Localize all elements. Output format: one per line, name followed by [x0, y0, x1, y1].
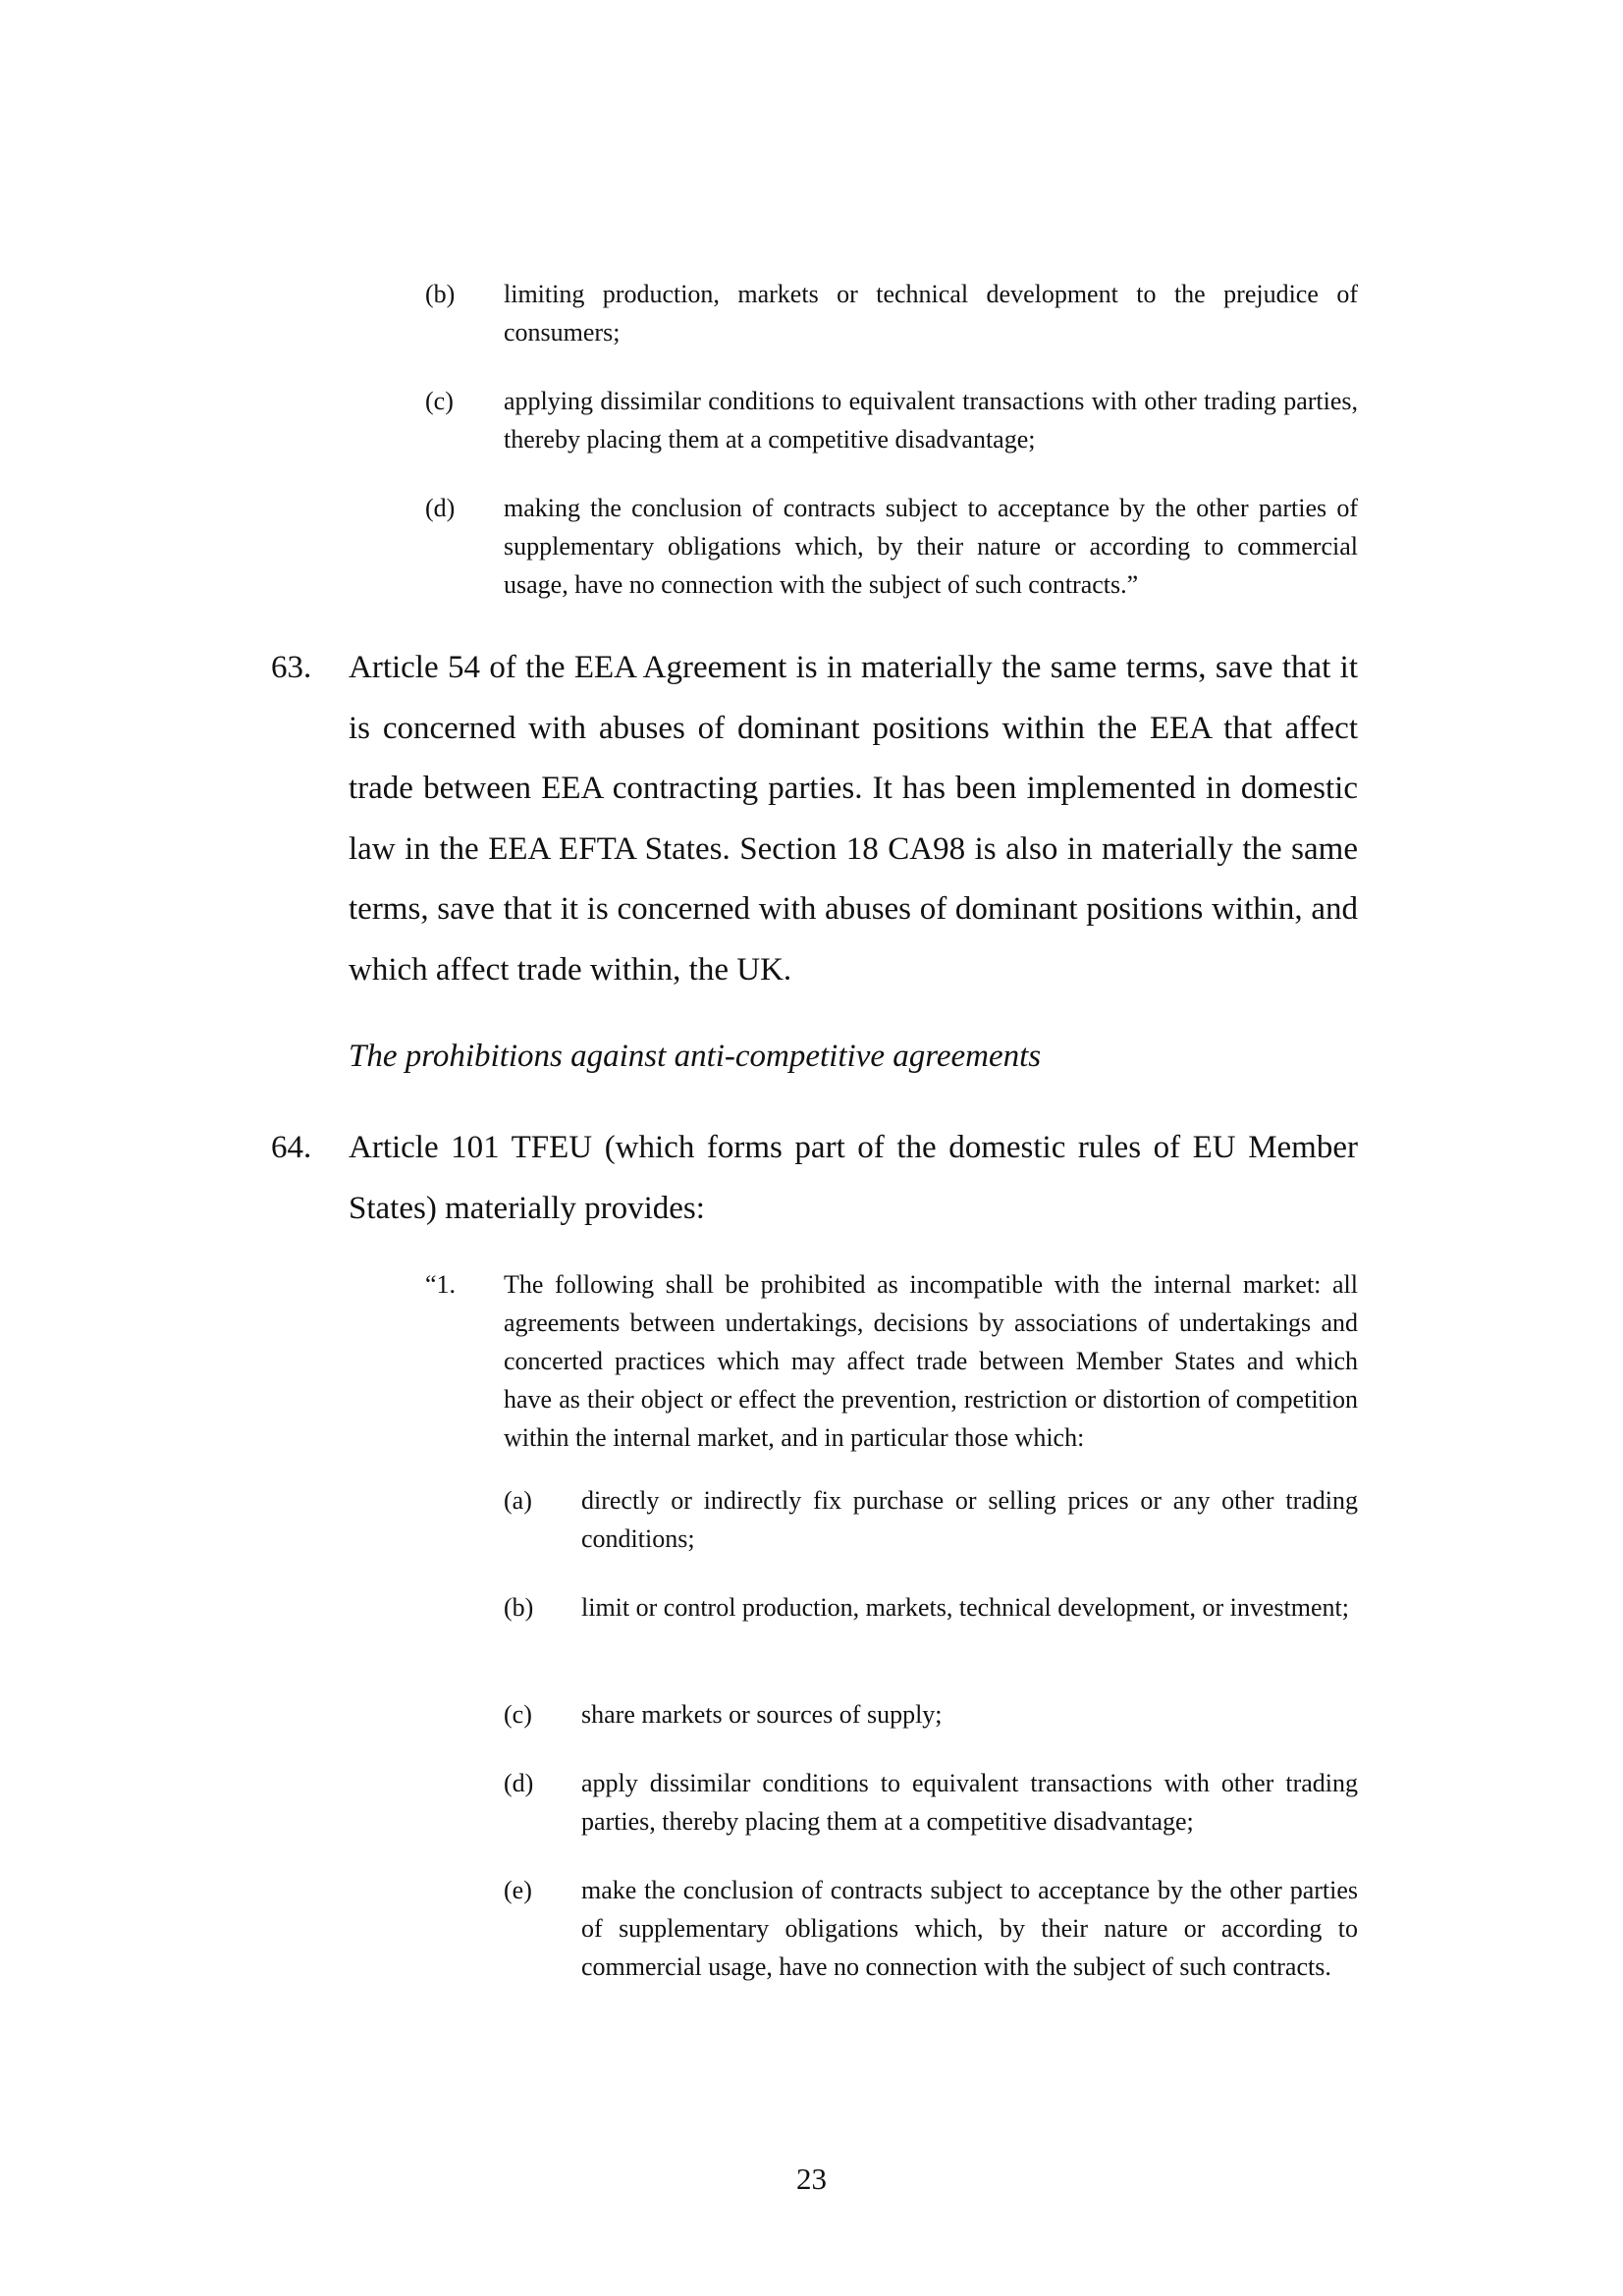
list-label: (c) — [504, 1700, 532, 1729]
list-label: (e) — [504, 1876, 532, 1904]
list-label: (c) — [425, 387, 454, 415]
list-item-text: share markets or sources of supply; — [581, 1700, 943, 1729]
quote-text: The following shall be prohibited as incompatible with the internal market: all agreements between undertakings, decisions by associations of undertakings and concerted practices which may affect trade between Member States and which have as their object or effect the prevention, restriction or distortion of competition within the internal market, and in particular those which: — [504, 1270, 1358, 1452]
page-number: 23 — [796, 2162, 827, 2196]
list-item-text: making the conclusion of contracts subject to acceptance by the other parties of supplementary obligations which, by their nature or according to commercial usage, have no connection with the subject of such contracts.” — [504, 494, 1358, 599]
section-subheading: The prohibitions against anti-competitive agreements — [349, 1039, 1042, 1074]
list-item-text: limiting production, markets or technical development to the prejudice of consumers; — [504, 280, 1358, 347]
list-label: (a) — [504, 1486, 532, 1515]
paragraph-number: 63. — [271, 650, 312, 685]
paragraph-text: Article 101 TFEU (which forms part of the domestic rules of EU Member States) materially provides: — [349, 1130, 1358, 1226]
list-label: (b) — [504, 1593, 534, 1622]
list-item-text: limit or control production, markets, technical development, or investment; — [581, 1593, 1349, 1622]
list-label: (d) — [425, 494, 456, 522]
list-label: (d) — [504, 1769, 534, 1797]
list-item-text: directly or indirectly fix purchase or selling prices or any other trading conditions; — [581, 1486, 1358, 1553]
paragraph-number: 64. — [271, 1130, 312, 1165]
list-label: (b) — [425, 280, 456, 308]
quote-label: “1. — [425, 1270, 457, 1299]
paragraph-text: Article 54 of the EEA Agreement is in materially the same terms, save that it is concerned with abuses of dominant positions within the EEA that affect trade between EEA contracting parties. It has been implemented in domestic law in the EEA EFTA States. Section 18 CA98 is also in materially the same terms, save that it is concerned with abuses of dominant positions within, and which affect trade within, the UK. — [349, 650, 1358, 988]
list-item-text: make the conclusion of contracts subject to acceptance by the other parties of supplementary obligations which, by their nature or according to commercial usage, have no connection with the subject of such contracts. — [581, 1876, 1358, 1981]
list-item-text: applying dissimilar conditions to equivalent transactions with other trading parties, thereby placing them at a competitive disadvantage; — [504, 387, 1358, 454]
list-item-text: apply dissimilar conditions to equivalent transactions with other trading parties, thereby placing them at a competitive disadvantage; — [581, 1769, 1358, 1836]
